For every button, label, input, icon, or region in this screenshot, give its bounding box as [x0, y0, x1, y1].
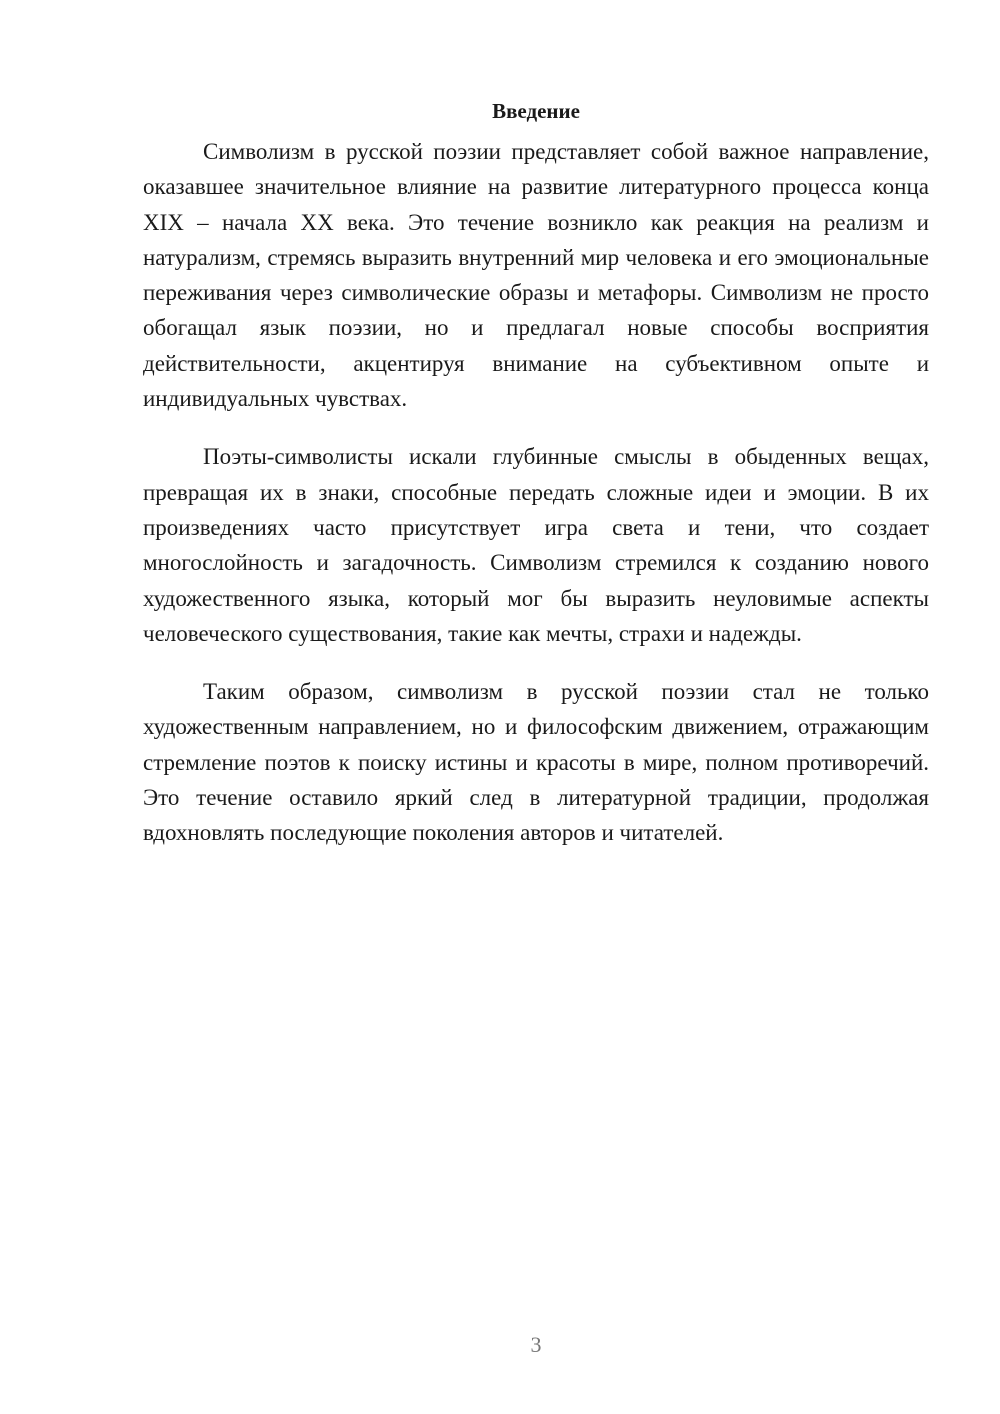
section-heading: Введение: [492, 99, 580, 123]
paragraph-1: Символизм в русской поэзии представляет собой важное направление, оказавшее значительное влияние на развитие литературного процесса конца XIX – начала XX века. Это течение возникло как реакция на реализм и натурализм, стремясь выразить внутренний мир человека и его эмоциональные переживания через символические образы и метафоры. Символизм не просто обогащал язык поэзии, но и предлагал новые способы восприятия действительности, акцентируя внимание на субъективном опыте и индивидуальных чувствах.: [143, 139, 929, 412]
paragraph-3: Таким образом, символизм в русской поэзии стал не только художественным направлением, но и философским движением, отражающим стремление поэтов к поиску истины и красоты в мире, полном противоречий. Это течение оставило яркий след в литературной традиции, продолжая вдохновлять последующие поколения авторов и читателей.: [143, 679, 929, 846]
page-content: [143, 94, 929, 874]
paragraph-2: Поэты-символисты искали глубинные смыслы в обыденных вещах, превращая их в знаки, способные передать сложные идеи и эмоции. В их произведениях часто присутствует игра света и тени, что создает многослойность и загадочность. Символизм стремился к созданию нового художественного языка, который мог бы выразить неуловимые аспекты человеческого существования, такие как мечты, страхи и надежды.: [143, 444, 929, 646]
page-number: 3: [530, 1332, 542, 1357]
